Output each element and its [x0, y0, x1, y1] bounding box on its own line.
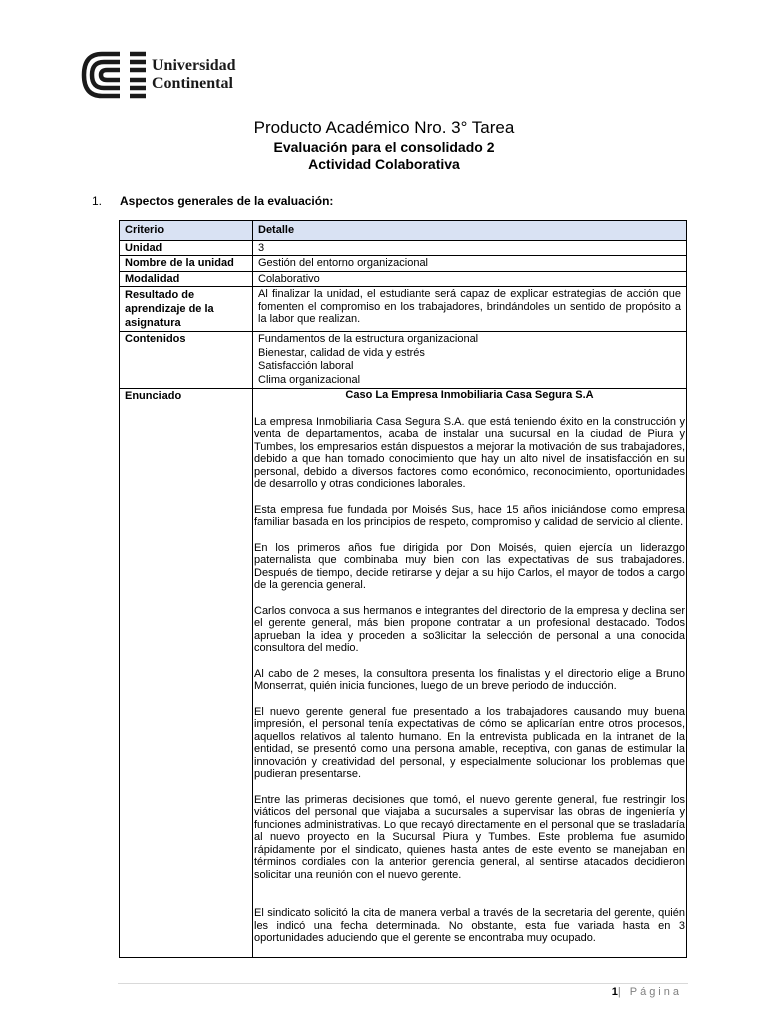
- university-name-line2: Continental: [152, 75, 233, 92]
- row-label-resultado: Resultado de aprendizaje de la asignatura: [120, 287, 253, 332]
- table-header-row: [120, 221, 687, 241]
- header-detalle: Detalle: [253, 221, 687, 241]
- university-name: [152, 57, 236, 93]
- table-row: [120, 332, 687, 389]
- page-footer: [612, 986, 682, 998]
- university-name-line1: Universidad: [152, 57, 236, 74]
- row-value-unidad: 3: [253, 240, 687, 256]
- section-number: 1.: [92, 194, 103, 208]
- page-number: 1: [611, 986, 618, 998]
- list-item: Clima organizacional: [258, 373, 361, 386]
- table-row: [120, 271, 687, 287]
- document-subtitle: Evaluación para el consolidado 2: [273, 139, 495, 155]
- case-paragraph: El nuevo gerente general fue presentado a los trabajadores causando muy buena impresión, el personal tenía expectativas de cómo se aplicarían entre otros procesos, aquellos relativos al talento humano. En la entrevista publicada en la intranet de la entidad, se presentó como una persona amable, receptiva, con ganas de estimular la innovación y creatividad del personal, y especialmente solucionar los problemas que pudieran presentarse.: [254, 705, 685, 780]
- row-label-unidad: Unidad: [120, 240, 253, 256]
- row-label-contenidos: Contenidos: [120, 332, 253, 389]
- footer-divider: [118, 983, 688, 984]
- row-value-nombre: Gestión del entorno organizacional: [253, 256, 687, 272]
- evaluation-table: [119, 220, 687, 958]
- case-paragraph: La empresa Inmobiliaria Casa Segura S.A. que está teniendo éxito en la construcción y venta de departamentos, acaba de instalar una sucursal en la ciudad de Piura y Tumbes, los empresarios están dispuestos a mejorar la motivación de sus trabajadores, debido a que han tomado conocimiento que hay un alto nivel de insatisfacción en su personal, debido a diversos factores como económico, reconocimiento, oportunidades de desarrollo y otras condiciones laborales.: [254, 415, 685, 490]
- page-word: Página: [629, 986, 682, 998]
- section-title: Aspectos generales de la evaluación:: [120, 194, 334, 208]
- case-title: Caso La Empresa Inmobiliaria Casa Segura S.A: [345, 389, 594, 401]
- header-criterio: Criterio: [120, 221, 253, 241]
- table-row: [120, 256, 687, 272]
- section-heading: [92, 194, 333, 208]
- list-item: Satisfacción laboral: [258, 360, 354, 372]
- row-value-resultado: Al finalizar la unidad, el estudiante será capaz de explicar estrategias de acción que fomenten el compromiso en los trabajadores, brindándoles un sentido de propósito a la labor que realizan.: [253, 287, 687, 332]
- list-item: Bienestar, calidad de vida y estrés: [258, 346, 425, 359]
- table-row: [120, 240, 687, 256]
- row-label-nombre: Nombre de la unidad: [120, 256, 253, 272]
- table-row: [120, 389, 687, 958]
- case-paragraph: En los primeros años fue dirigida por Don Moisés, quien ejercía un liderazgo paternalista que combinaba muy bien con las expectativas de sus trabajadores. Después de tiempo, decide retirarse y dejar a su hijo Carlos, el mayor de todos a cargo de la gerencia general.: [254, 541, 685, 591]
- row-value-enunciado: [253, 389, 687, 958]
- row-label-enunciado: Enunciado: [120, 389, 253, 958]
- row-value-modalidad: Colaborativo: [253, 271, 687, 287]
- table-row: [120, 287, 687, 332]
- document-title: Producto Académico Nro. 3° Tarea: [253, 118, 515, 137]
- case-paragraph: El sindicato solicitó la cita de manera verbal a través de la secretaria del gerente, quién les indicó una fecha determinada. No obstante, esta fue variada hasta en 3 oportunidades aduciendo que el gerente se encontraba muy ocupado.: [254, 907, 685, 944]
- row-value-contenidos: [253, 332, 687, 389]
- case-paragraph: Al cabo de 2 meses, la consultora presenta los finalistas y el directorio elige a Bruno Monserrat, quién inicia funciones, luego de un breve periodo de inducción.: [254, 667, 685, 692]
- case-paragraph: Esta empresa fue fundada por Moisés Sus, hace 15 años iniciándose como empresa familiar basada en los principios de respeto, compromiso y calidad de servicio al cliente.: [254, 503, 685, 528]
- case-paragraph: Carlos convoca a sus hermanos e integrantes del directorio de la empresa y declina ser el gerente general, más bien propone contratar a un profesional destacado. Todos aprueban la idea y proceden a so3licitar la selección de personal a una conocida consultora del medio.: [254, 604, 685, 654]
- list-item: Fundamentos de la estructura organizacional: [258, 333, 479, 345]
- document-subtitle-2: Actividad Colaborativa: [308, 156, 460, 172]
- case-paragraph: Entre las primeras decisiones que tomó, el nuevo gerente general, fue restringir los viáticos del personal que viajaba a sucursales a supervisar las obras de ingeniería y funciones administrativas. Lo que recayó directamente en el personal que se trasladaría al nuevo proyecto en la Sucursal Piura y Tumbes. Este problema fue asumido rápidamente por el sindicato, quienes hasta antes de este evento se manejaban en términos cordiales con la anterior gerencia general, al sentirse atacados decidieron solicitar una reunión con el nuevo gerente.: [254, 793, 685, 881]
- footer-separator: |: [617, 986, 624, 998]
- row-label-modalidad: Modalidad: [120, 271, 253, 287]
